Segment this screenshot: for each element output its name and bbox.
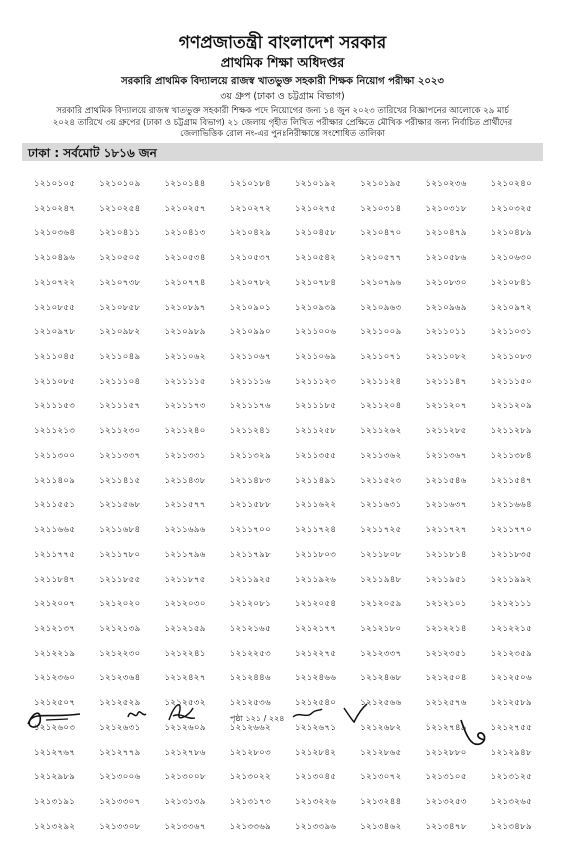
roll-number-cell: ১২১২৬০৯ (164, 722, 206, 733)
roll-number-cell: ১২১২১১১ (490, 599, 532, 610)
roll-number-cell: ১২১৩০০৬ (99, 772, 141, 783)
roll-number-cell: ১২১০৫৮৬ (425, 253, 467, 264)
roll-number-cell: ১২১০২৪৭ (34, 203, 76, 214)
roll-number-cell: ১২১১৯৪৮ (360, 574, 402, 585)
roll-number-cell: ১২১১২০৪ (360, 401, 402, 412)
roll-number-cell: ১২১১৩৮৪ (490, 450, 532, 461)
roll-number-cell: ১২১১০৮৫ (34, 376, 76, 387)
roll-number-cell: ১২১১৫৪৭ (490, 475, 532, 486)
roll-number-cell: ১২১১১০৪ (99, 376, 141, 387)
directorate-title: প্রাথমিক শিক্ষা অধিদপ্তর (220, 56, 345, 71)
roll-number-cell: ১২১১৮৪৭ (34, 574, 76, 585)
roll-number-cell: ১২১৩৩০৭ (99, 796, 141, 807)
roll-number-cell: ১২১১০৬৯ (295, 352, 337, 363)
roll-number-cell: ১২১৩১৯১ (34, 796, 76, 807)
roll-number-cell: ১২১০৯৮৯ (164, 327, 206, 338)
roll-number-cell: ১২১২৭৭৯ (99, 747, 141, 758)
roll-number-cell: ১২১২৪২৭ (164, 673, 206, 684)
roll-number-cell: ১২১০২৫৭ (164, 203, 206, 214)
roll-number-cell: ১২১০৯৯০ (229, 327, 271, 338)
government-title: গণপ্রজাতন্ত্রী বাংলাদেশ সরকার (178, 33, 387, 53)
roll-number-cell: ১২১১০৮৩ (490, 352, 532, 363)
roll-number-cell: ১২১০৩৬৪ (34, 228, 76, 239)
roll-number-cell: ১২১৩৪৮৯ (490, 821, 532, 832)
roll-number-cell: ১২১১৭৭৫ (34, 549, 76, 560)
roll-number-cell: ১২১১৩৬৭ (425, 450, 467, 461)
roll-number-cell: ১২১১৫২৩ (360, 475, 402, 486)
roll-number-cell: ১২১০১৪৪ (164, 179, 206, 189)
roll-number-cell: ১২১০৩১৪ (360, 203, 402, 214)
roll-number-cell: ১২১৩২৯২ (34, 821, 76, 832)
roll-number-cell: ১২১৩০৭২ (360, 772, 402, 783)
roll-number-cell: ১২১০৫৪২ (295, 253, 337, 264)
roll-number-cell: ১২১০৭৩৮ (99, 277, 141, 288)
roll-number-cell: ১২১০১০৯ (99, 179, 141, 189)
roll-number-cell: ১২১০৫৩৭ (229, 253, 271, 264)
roll-number-cell: ১২১২৫২৯ (99, 698, 141, 709)
roll-number-cell: ১২১০৪৮৯ (490, 228, 532, 239)
roll-number-cell: ১২১১২৫৮ (295, 426, 337, 437)
roll-number-cell: ১২১১২৬২ (360, 426, 402, 437)
notice-line: ২০২৪ তারিখে ৩য় গ্রুপের (ঢাকা ও চট্টগ্রাম বিভাগ) ২১ জেলায় গৃহীত লিখিত পরীক্ষার প্রেক্ষিতে মৌখিক পরীক্ষার জন্য নির্বাচিত প্রার্থীদের (52, 117, 513, 128)
roll-number-cell: ১২১২৬৮২ (360, 722, 402, 733)
roll-number-cell: ১২১২৮০৩ (229, 747, 271, 758)
roll-number-cell: ১২১২৫৮৯ (490, 698, 532, 709)
roll-number-cell: ১২১২৭৫৫ (490, 722, 532, 733)
roll-number-cell: ১২১১০০৯ (360, 327, 402, 338)
roll-number-cell: ১২১১৬২২ (295, 500, 337, 511)
roll-number-cell: ১২১১৩৬২ (360, 450, 402, 461)
roll-number-cell: ১২১০৪৭০ (360, 228, 402, 239)
roll-number-cell: ১২১০২৫৪ (99, 203, 141, 214)
roll-number-cell: ১২১১৪৩৮ (164, 475, 206, 486)
roll-number-cell: ১২১২৮৬৫ (360, 747, 402, 758)
roll-number-cell: ১২১১৫৬৮ (99, 500, 141, 511)
roll-number-cell: ১২১২৯৪৮ (490, 747, 532, 758)
roll-number-cell: ১২১০২৪০ (490, 179, 532, 189)
roll-number-cell: ১২১১৫৪৬ (425, 475, 467, 486)
roll-number-cell: ১২১২৫৩৬ (229, 698, 271, 709)
roll-number-cell: ১২১১৩৩১ (164, 450, 206, 461)
roll-number-cell: ১২১১৮৩৫ (490, 549, 532, 560)
roll-number-cell: ১২১১৭৭০ (490, 525, 532, 536)
roll-number-cell: ১২১১৫৭৭ (164, 500, 206, 511)
roll-number-cell: ১২১১১৪৭ (425, 376, 467, 387)
roll-number-cell: ১২১১৯৫১ (425, 574, 467, 585)
roll-number-cell: ১২১১২৮৫ (425, 426, 467, 437)
roll-number-cell: ১২১২৫৭৬ (425, 698, 467, 709)
roll-number-cell: ১২১০৭২২ (34, 277, 76, 288)
roll-number-cell: ১২১২১০১ (425, 599, 467, 610)
roll-number-cell: ১২১০৮৫৮ (99, 302, 141, 313)
roll-number-cell: ১২১৩৩৬৭ (164, 821, 206, 832)
roll-number-cell: ১২১১৬৮৪ (99, 525, 141, 536)
roll-number-cell: ১২১১০৪৯ (99, 352, 141, 363)
roll-number-cell: ১২১০৬৩০ (490, 253, 532, 264)
roll-number-cell: ১২১২৯৮৯ (34, 772, 76, 783)
roll-number-cell: ১২১০৫০৫ (99, 253, 141, 264)
roll-number-cell: ১২১০৪৫৮ (295, 228, 337, 239)
roll-number-cell: ১২১১৮১৪ (425, 549, 467, 560)
roll-number-cell: ১২১১২৩০ (99, 426, 141, 437)
section-title: ঢাকা : সর্বমোট ১৮১৬ জন (28, 146, 157, 160)
roll-number-cell: ১২১০৯৩৯ (295, 302, 337, 313)
roll-number-cell: ১২১২৪৬৮ (360, 673, 402, 684)
roll-number-cell: ১২১১০৮২ (425, 352, 467, 363)
roll-number-cell: ১২১০৪৯৬ (34, 253, 76, 264)
roll-number-cell: ১২১২১৩৯ (99, 623, 141, 634)
roll-number-cell: ১২১০৭৯৬ (360, 277, 402, 288)
signature-4 (290, 703, 324, 723)
roll-number-cell: ১২১২২১৪ (425, 623, 467, 634)
roll-number-cell: ১২১০৭৭৪ (164, 277, 206, 288)
roll-number-cell: ১২১০৭৮৪ (295, 277, 337, 288)
roll-number-cell: ১২১৩০০৮ (164, 772, 206, 783)
roll-number-cell: ১২১০৮৪১ (490, 277, 532, 288)
roll-number-cell: ১২১০৪১১ (99, 228, 141, 239)
roll-number-cell: ১২১২৭৬৭ (34, 747, 76, 758)
roll-number-cell: ১২১০৫৩৪ (164, 253, 206, 264)
signature-3 (165, 698, 197, 726)
roll-number-cell: ১২১০৪১৩ (164, 228, 206, 239)
roll-number-cell: ১২১১৫৫১ (34, 500, 76, 511)
roll-number-cell: ১২১১৭৯৬ (164, 549, 206, 560)
roll-number-cell: ১২১১১৫০ (490, 376, 532, 387)
roll-number-cell: ১২১০১৯২ (295, 179, 337, 189)
roll-number-cell: ১২১১০৪৫ (34, 352, 76, 363)
roll-number-cell: ১২১১৬৬৫ (34, 525, 76, 536)
roll-number-cell: ১২১১৯২৫ (229, 574, 271, 585)
roll-number-cell: ১২১১৪৮৩ (229, 475, 271, 486)
roll-number-cell: ১২১১১১৫ (164, 376, 206, 387)
roll-number-cell: ১২১১৬৩১ (360, 500, 402, 511)
roll-number-cell: ১২১২৭৪৯ (425, 722, 467, 733)
roll-number-cell: ১২১২০৫৪ (295, 599, 337, 610)
signature-6 (455, 712, 495, 752)
roll-number-cell: ১২১২৪৪৬ (229, 673, 271, 684)
roll-number-cell: ১২১১৭৯৮ (229, 549, 271, 560)
roll-number-cell: ১২১১০৬২ (164, 352, 206, 363)
roll-number-cell: ১২১১৬৩৭ (425, 500, 467, 511)
roll-number-cell: ১২১২০২০ (99, 599, 141, 610)
roll-number-cell: ১২১৩১৩৯ (164, 796, 206, 807)
page-number: পৃষ্ঠা ১২১ / ২২৪ (230, 714, 285, 723)
roll-number-cell: ১২১২৩৫৯ (490, 648, 532, 659)
roll-number-cell: ১২১০১৯৫ (360, 179, 402, 189)
roll-number-cell: ১২১১৯৯২ (490, 574, 532, 585)
roll-number-cell: ১২১১২০৯ (490, 401, 532, 412)
roll-number-cell: ১২১২২১৫ (490, 623, 532, 634)
notice-line: সরকারি প্রাথমিক বিদ্যালয়ে রাজস্ব খাতভুক্ত সহকারী শিক্ষক পদে নিয়োগের জন্য ১৪ জুন ২০২৩ তারিখের বিজ্ঞাপনের আলোকে ২৯ মার্চ (56, 106, 509, 116)
roll-number-cell: ১২১২২৩০ (99, 648, 141, 659)
roll-number-cell: ১২১০৯০১ (229, 302, 271, 313)
roll-number-cell: ১২১৩২৬৫ (490, 796, 532, 807)
roll-number-cell: ১২১৩১০৫ (425, 772, 467, 783)
roll-number-cell: ১২১১৮০৩ (295, 549, 337, 560)
roll-number-cell: ১২১২৬৩১ (99, 722, 141, 733)
roll-number-cell: ১২১০৭৮২ (229, 277, 271, 288)
roll-number-cell: ১২১২২১৯ (34, 648, 76, 659)
roll-number-cell: ১২১২২৭৫ (295, 648, 337, 659)
roll-number-cell: ১২১৩২৫৩ (425, 796, 467, 807)
roll-number-cell: ১২১০১০৫ (34, 179, 76, 189)
roll-number-cell: ১২১১৭২৫ (360, 525, 402, 536)
roll-number-cell: ১২১২৫০৬ (490, 673, 532, 684)
roll-number-cell: ১২১১১২৪ (360, 376, 402, 387)
roll-number-cell: ১২১২৮৪২ (295, 747, 337, 758)
roll-number-cell: ১২১০৮৩০ (425, 277, 467, 288)
roll-number-cell: ১২১২৩৬৪ (99, 673, 141, 684)
roll-number-cell: ১২১১৩০০ (34, 450, 76, 461)
roll-number-cell: ১২১১৪১৫ (99, 475, 141, 486)
roll-number-cell: ১২১১২৮৯ (490, 426, 532, 437)
roll-number-cell: ১২১১৮৭৫ (164, 574, 206, 585)
roll-number-cell: ১২১০২৩৬ (425, 179, 467, 189)
roll-number-cell: ১২১১৬৯৬ (164, 525, 206, 536)
roll-number-cell: ১২১২৫৬৬ (360, 698, 402, 709)
roll-number-cell: ১২১২০৮১ (229, 599, 271, 610)
roll-number-cell: ১২১৩৩৯৬ (295, 821, 337, 832)
roll-number-cell: ১২১১৭২৪ (295, 525, 337, 536)
notice-text (30, 106, 535, 141)
roll-number-cell: ১২১০২৭৫ (295, 203, 337, 214)
roll-number-cell: ১২১০৯৭৮ (34, 327, 76, 338)
roll-number-cell: ১২১২৬৭১ (295, 722, 337, 733)
roll-number-cell: ১২১১৬৬৪ (490, 500, 532, 511)
roll-number-cell: ১২১১০০৬ (295, 327, 337, 338)
roll-number-cell: ১২১০৩১৮ (425, 203, 467, 214)
roll-number-cell: ১২১০২৭২ (229, 203, 271, 214)
roll-number-cell: ১২১০১৮৪ (229, 179, 271, 189)
roll-number-cell: ১২১১১২৩ (295, 376, 337, 387)
roll-number-cell: ১২১২১৭৭ (295, 623, 337, 634)
roll-number-cell: ১২১২৫০৪ (425, 673, 467, 684)
roll-number-cell: ১২১১২১৩ (34, 426, 76, 437)
exam-title: সরকারি প্রাথমিক বিদ্যালয়ে রাজস্ব খাতভুক্ত সহকারী শিক্ষক নিয়োগ পরীক্ষা ২০২৩ (121, 76, 444, 87)
roll-number-cell: ১২১১১৫৩ (34, 401, 76, 412)
roll-number-cell: ১২১১০৬৭ (229, 352, 271, 363)
roll-number-cell: ১২১১৯২৬ (295, 574, 337, 585)
roll-number-cell: ১২১০৪২৯ (229, 228, 271, 239)
roll-number-cell: ১২১৩০৪৫ (295, 772, 337, 783)
roll-number-cell: ১২১১০৩১ (490, 327, 532, 338)
roll-number-cell: ১২১৩১৭৩ (229, 796, 271, 807)
roll-number-cell: ১২১৩৩০৮ (99, 821, 141, 832)
roll-number-cell: ১২১০৯৮২ (99, 327, 141, 338)
roll-number-cell: ১২১০৪৭৯ (425, 228, 467, 239)
roll-number-cell: ১২১১১৫৭ (99, 401, 141, 412)
roll-number-cell: ১২১৩২৪৪ (360, 796, 402, 807)
roll-number-cell: ১২১১০৭১ (360, 352, 402, 363)
roll-number-cell: ১২১১২৪১ (229, 426, 271, 437)
signature-1 (22, 702, 84, 732)
roll-number-cell: ১২১৩৪৭৮ (425, 821, 467, 832)
roll-number-cell: ১২১২৩৬০ (34, 673, 76, 684)
roll-number-cell: ১২১১৭৮০ (99, 549, 141, 560)
roll-number-cell: ১২১২২৫৩ (229, 648, 271, 659)
roll-number-cell: ১২১১৩৩৭ (99, 450, 141, 461)
roll-number-cell: ১২১০৩২৫ (490, 203, 532, 214)
roll-number-cell: ১২১২১৩৭ (34, 623, 76, 634)
roll-number-cell: ১২১০৯৬৩ (360, 302, 402, 313)
roll-number-cell: ১২১০৯৭২ (490, 302, 532, 313)
roll-number-cell: ১২১১৩২৯ (229, 450, 271, 461)
roll-number-cell: ১২১২৭৮৬ (164, 747, 206, 758)
roll-number-cell: ১২১০৫৭৭ (360, 253, 402, 264)
roll-number-cell: ১২১১৩৫৫ (295, 450, 337, 461)
roll-number-cell: ১২১২৪৬৬ (295, 673, 337, 684)
roll-number-cell: ১২১২৬৬২ (229, 722, 271, 733)
roll-number-cell: ১২১১১১৬ (229, 376, 271, 387)
roll-number-cell: ১২১১৫৮৮ (229, 500, 271, 511)
roll-number-cell: ১২১১০১১ (425, 327, 467, 338)
roll-number-cell: ১২১২৫০৭ (34, 698, 76, 709)
roll-number-cell: ১২১২১৮০ (360, 623, 402, 634)
roll-number-cell: ১২১১২৪০ (164, 426, 206, 437)
roll-number-cell: ১২১২৬০৩ (34, 722, 76, 733)
roll-number-cell: ১২১০৮৯৭ (164, 302, 206, 313)
roll-number-cell: ১২১১২০৭ (425, 401, 467, 412)
roll-number-cell: ১২১২৩৫১ (425, 648, 467, 659)
group-title: ৩য় গ্রুপ (ঢাকা ও চট্টগ্রাম বিভাগ) (220, 91, 345, 102)
roll-number-cell: ১২১৩০২২ (229, 772, 271, 783)
roll-number-cell: ১২১১১৮৫ (295, 401, 337, 412)
roll-number-cell: ১২১৩৪৬২ (360, 821, 402, 832)
roll-number-cell: ১২১২১৬৫ (229, 623, 271, 634)
roll-number-cell: ১২১১৪০৯ (34, 475, 76, 486)
roll-number-cell: ১২১১১৭৩ (164, 401, 206, 412)
roll-number-cell: ১২১৩১২৫ (490, 772, 532, 783)
roll-number-cell: ১২১১৮৫৫ (99, 574, 141, 585)
notice-line: জেলাভিত্তিক রোল নং-এর পুনঃনিরীক্ষান্তে সংশোধিত তালিকা (180, 129, 385, 139)
roll-number-cell: ১২১২০০৭ (34, 599, 76, 610)
roll-number-cell: ১২১২৫৪০ (295, 698, 337, 709)
roll-number-cell: ১২১১৭০০ (229, 525, 271, 536)
roll-number-cell: ১২১০৮৫৫ (34, 302, 76, 313)
roll-number-cell: ১২১১৮০৮ (360, 549, 402, 560)
signature-5 (340, 700, 370, 726)
roll-number-cell: ১২১১৭২৭ (425, 525, 467, 536)
roll-number-cell: ১২১১১৭৬ (229, 401, 271, 412)
roll-number-cell: ১২১২২৪১ (164, 648, 206, 659)
roll-number-cell: ১২১৩২২৬ (295, 796, 337, 807)
roll-number-cell: ১২১৩৩৬৯ (229, 821, 271, 832)
signature-2 (125, 705, 149, 723)
roll-number-cell: ১২১২৮৮০ (425, 747, 467, 758)
roll-number-cell: ১২১০৯৬৯ (425, 302, 467, 313)
roll-number-cell: ১২১২৩৩৭ (360, 648, 402, 659)
roll-number-cell: ১২১২১৫৯ (164, 623, 206, 634)
roll-number-cell: ১২১২০৫৯ (360, 599, 402, 610)
roll-number-cell: ১২১১৪৯১ (295, 475, 337, 486)
roll-number-cell: ১২১২৫৩২ (164, 698, 206, 709)
roll-number-cell: ১২১২০৩০ (164, 599, 206, 610)
